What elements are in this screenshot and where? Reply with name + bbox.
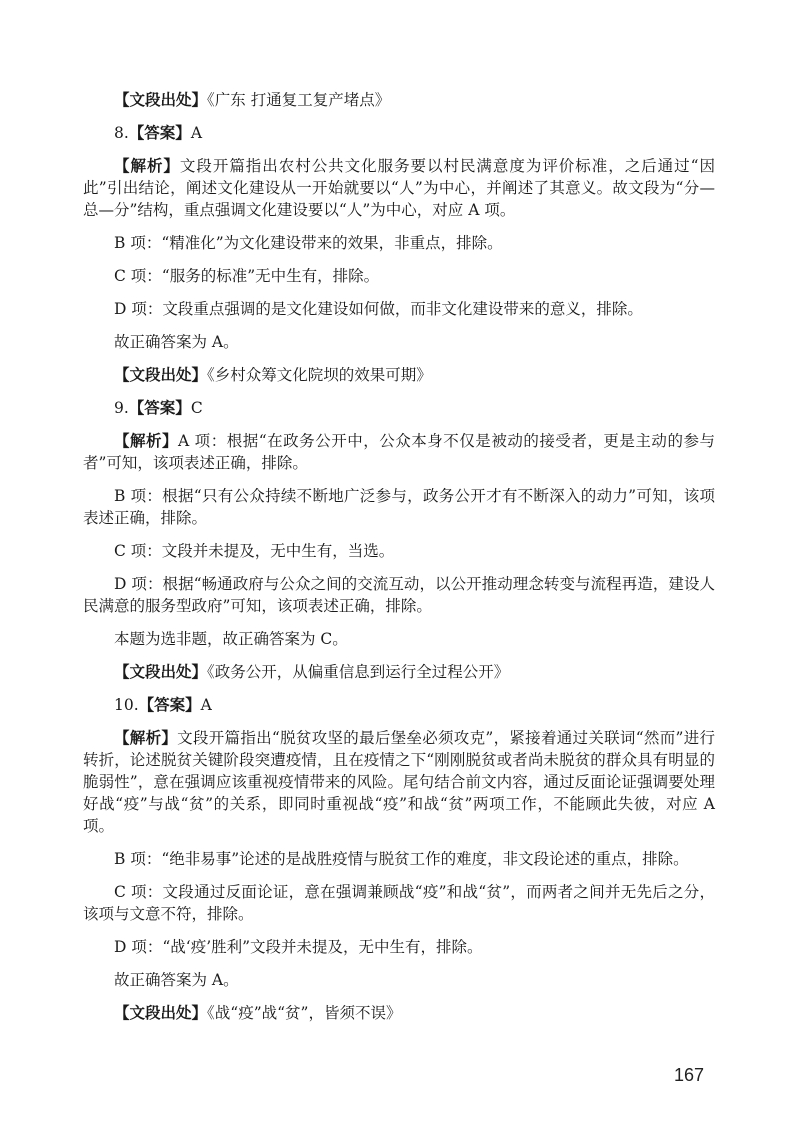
option-text: D 项：“战‘疫’胜利”文段并未提及，无中生有，排除。 [114, 938, 483, 956]
option-text: B 项：根据“只有公众持续不断地广泛参与，政务公开才有不断深入的动力”可知，该项表述正确，排除。 [83, 487, 715, 527]
analysis-paragraph [83, 430, 715, 474]
question-number: 9. [114, 399, 129, 417]
option-line [83, 331, 715, 353]
option-line [83, 848, 715, 870]
option-line [83, 232, 715, 254]
option-text: D 项：文段重点强调的是文化建设如何做，而非文化建设带来的意义，排除。 [114, 300, 643, 318]
page-number: 167 [673, 1065, 704, 1085]
answer-line [83, 122, 715, 144]
source-line [83, 364, 715, 386]
option-line [83, 265, 715, 287]
option-paragraph [83, 881, 715, 925]
answer-value: A [200, 696, 212, 714]
source-label: 【文段出处】 [114, 91, 208, 109]
option-text: C 项：文段通过反面论证，意在强调兼顾战“疫”和战“贫”，而两者之间并无先后之分，该项与文意不符，排除。 [83, 883, 715, 923]
answer-label: 【答案】 [138, 696, 201, 714]
option-text: 本题为选非题，故正确答案为 C。 [114, 630, 348, 648]
answer-value: A [190, 124, 203, 142]
option-text: 故正确答案为 A。 [114, 333, 239, 351]
option-text: 故正确答案为 A。 [114, 971, 239, 989]
option-text: B 项：“精准化”为文化建设带来的效果，非重点，排除。 [114, 234, 503, 252]
analysis-paragraph [83, 727, 715, 837]
source-title: 《政务公开，从偏重信息到运行全过程公开》 [207, 663, 510, 681]
source-line [83, 661, 715, 683]
source-line [83, 89, 715, 111]
option-text: B 项：“绝非易事”论述的是战胜疫情与脱贫工作的难度，非文段论述的重点，排除。 [114, 850, 689, 868]
analysis-text: 文段开篇指出农村公共文化服务要以村民满意度为评价标准，之后通过“因此”引出结论，阐述文化建设从一开始就要以“人”为中心，并阐述了其意义。故文段为“分—总—分”结构，重点强调文化建设要以“人”为中心，对应 A 项。 [83, 157, 715, 219]
option-text: C 项：“服务的标准”无中生有，排除。 [114, 267, 380, 285]
question-number: 8. [114, 124, 129, 142]
source-title: 《战“疫”战“贫”，皆须不误》 [207, 1004, 402, 1022]
option-paragraph [83, 485, 715, 529]
answer-label: 【答案】 [128, 124, 191, 142]
source-line [83, 1002, 715, 1024]
source-label: 【文段出处】 [114, 1004, 208, 1022]
source-label: 【文段出处】 [114, 366, 208, 384]
answer-label: 【答案】 [128, 399, 191, 417]
source-title: 《广东 打通复工复产堵点》 [207, 91, 391, 109]
option-line [83, 540, 715, 562]
analysis-text: 文段开篇指出“脱贫攻坚的最后堡垒必须攻克”，紧接着通过关联词“然而”进行转折，论述脱贫关键阶段突遭疫情，且在疫情之下“刚刚脱贫或者尚未脱贫的群众具有明显的脆弱性”，意在强调应该重视疫情带来的风险。尾句结合前文内容，通过反面论证强调要处理好战“疫”与战“贫”的关系，即同时重视战“疫”和战“贫”两项工作，不能顾此失彼，对应 A 项。 [83, 729, 715, 835]
option-text: C 项：文段并未提及，无中生有，当选。 [114, 542, 395, 560]
option-line [83, 628, 715, 650]
answer-line [83, 694, 715, 716]
option-text: D 项：根据“畅通政府与公众之间的交流互动，以公开推动理念转变与流程再造，建设人民满意的服务型政府”可知，该项表述正确，排除。 [83, 575, 715, 615]
option-line [83, 298, 715, 320]
answer-line [83, 397, 715, 419]
question-number: 10. [114, 696, 139, 714]
content-area [83, 89, 715, 1035]
option-line [83, 936, 715, 958]
analysis-paragraph [83, 155, 715, 221]
source-title: 《乡村众筹文化院坝的效果可期》 [207, 366, 432, 384]
analysis-label: 【解析】 [114, 432, 179, 450]
analysis-text: A 项：根据“在政务公开中，公众本身不仅是被动的接受者，更是主动的参与者”可知，该项表述正确，排除。 [83, 432, 715, 472]
answer-value: C [190, 399, 203, 417]
source-label: 【文段出处】 [114, 663, 208, 681]
option-line [83, 969, 715, 991]
analysis-label: 【解析】 [114, 729, 178, 747]
option-paragraph [83, 573, 715, 617]
analysis-label: 【解析】 [114, 157, 180, 175]
